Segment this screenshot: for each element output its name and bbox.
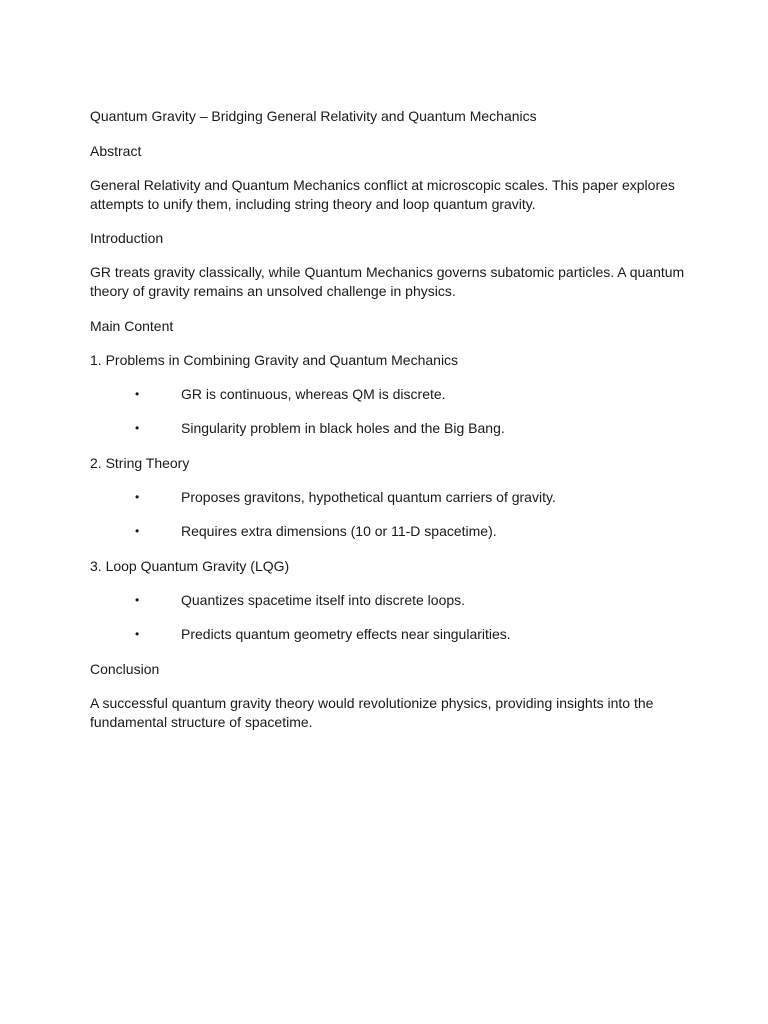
section-heading: 2. String Theory [90,455,190,471]
introduction-heading: Introduction [90,230,164,246]
section-heading: 3. Loop Quantum Gravity (LQG) [90,558,290,574]
list-item-text: Quantizes spacetime itself into discrete loops. [181,592,466,608]
conclusion-heading: Conclusion [90,661,160,677]
main-content-heading: Main Content [90,318,174,334]
list-item-text: Predicts quantum geometry effects near singularities. [181,626,511,642]
abstract-heading: Abstract [90,143,142,159]
bullet-icon: • [135,490,140,504]
introduction-text: GR treats gravity classically, while Quantum Mechanics governs subatomic particles. A quantum theory of gravity remains an unsolved challenge in physics. [90,264,685,299]
list-item [90,385,690,404]
bullet-icon: • [135,421,140,435]
list-item [90,419,690,438]
section-heading: 1. Problems in Combining Gravity and Quantum Mechanics [90,352,459,368]
list-item-text: Proposes gravitons, hypothetical quantum carriers of gravity. [181,489,556,505]
conclusion-text: A successful quantum gravity theory would revolutionize physics, providing insights into the fundamental structure of spacetime. [90,695,654,730]
list-item [90,591,690,610]
bullet-icon: • [135,524,140,538]
list-item [90,522,690,541]
bullet-icon: • [135,387,140,401]
list-item [90,625,690,644]
bullet-icon: • [135,627,140,641]
abstract-text: General Relativity and Quantum Mechanics conflict at microscopic scales. This paper explores attempts to unify them, including string theory and loop quantum gravity. [90,177,675,212]
list-item-text: Requires extra dimensions (10 or 11-D spacetime). [181,523,497,539]
document-title: Quantum Gravity – Bridging General Relativity and Quantum Mechanics [90,108,537,124]
list-item [90,488,690,507]
bullet-icon: • [135,593,140,607]
list-item-text: GR is continuous, whereas QM is discrete. [181,386,446,402]
list-item-text: Singularity problem in black holes and the Big Bang. [181,420,505,436]
